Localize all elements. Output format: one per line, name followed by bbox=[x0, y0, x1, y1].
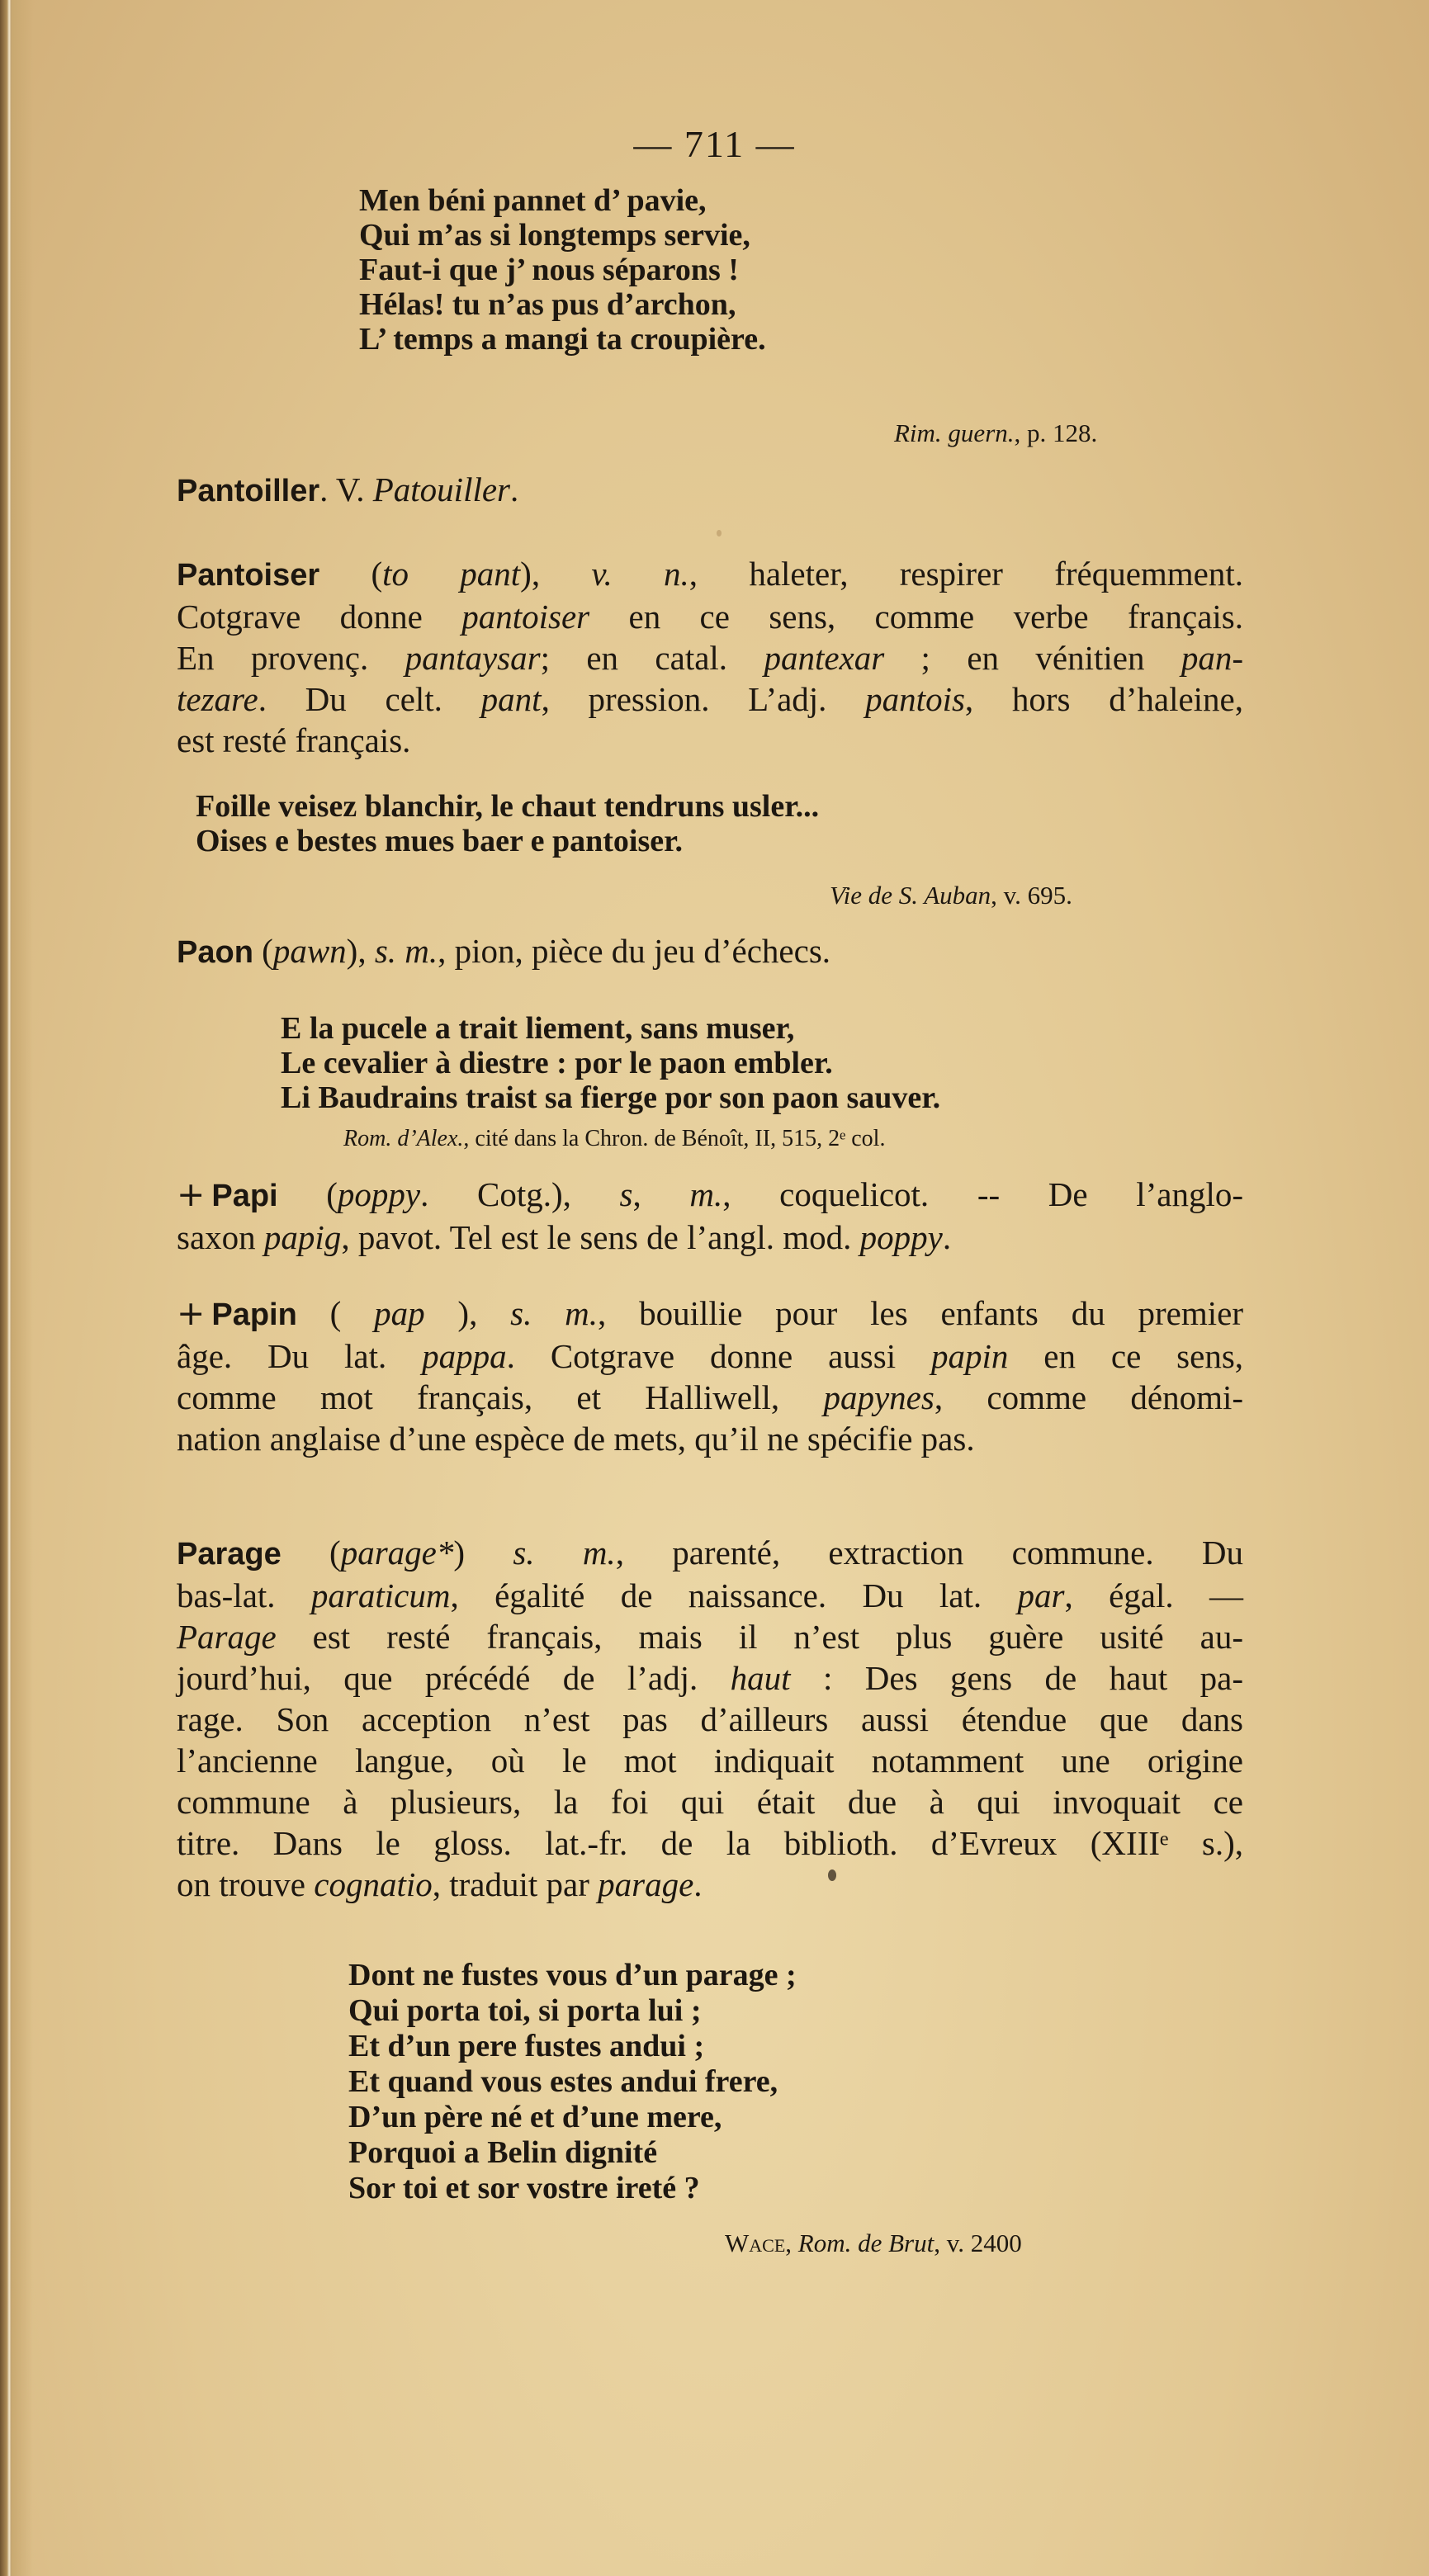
verse-line: Qui m’as si longtemps servie, bbox=[359, 218, 750, 253]
verse-line: Faut-i que j’ nous séparons ! bbox=[359, 253, 739, 287]
cross-reference: . V. Patouiller. bbox=[319, 470, 519, 508]
verse-line: Qui porta toi, si porta lui ; bbox=[348, 1993, 702, 2028]
definition-line: commune à plusieurs, la foi qui était due à qui invoquait ce bbox=[177, 1783, 1243, 1821]
verse-line: D’un père né et d’une mere, bbox=[348, 2100, 722, 2134]
definition-line: jourd’hui, que précédé de l’adj. haut : Des gens de haut pa- bbox=[177, 1659, 1244, 1697]
verse-line: L’ temps a mangi ta croupière. bbox=[359, 322, 766, 357]
citation-title: Rom. d’Alex. bbox=[343, 1126, 464, 1151]
citation-title: Vie de S. Auban bbox=[830, 881, 991, 910]
verse-line: E la pucele a trait liement, sans muser, bbox=[281, 1011, 795, 1046]
ink-blot bbox=[828, 1869, 836, 1881]
headword: Paon bbox=[177, 935, 253, 970]
verse-line: Dont ne fustes vous d’un parage ; bbox=[348, 1958, 797, 1992]
definition-line: comme mot français, et Halliwell, papynes, comme dénomi- bbox=[177, 1378, 1244, 1416]
page-number: — 711 — bbox=[633, 123, 796, 165]
plus-marker-icon: + bbox=[177, 1293, 206, 1333]
citation-ref: , p. 128. bbox=[1014, 418, 1098, 447]
definition-line: tezare. Du celt. pant, pression. L’adj. pantois, hors d’haleine, bbox=[177, 680, 1244, 718]
verse-quotation-wace bbox=[348, 1958, 797, 2206]
plus-marker-icon: + bbox=[177, 1175, 206, 1214]
verse-line: Sor toi et sor vostre ireté ? bbox=[348, 2171, 700, 2205]
entry-parage bbox=[177, 1532, 1243, 1905]
entry-paon bbox=[177, 930, 1243, 973]
verse-line: Men béni pannet d’ pavie, bbox=[359, 183, 707, 218]
verse-quotation-rom-alex bbox=[281, 1011, 940, 1115]
headword: Parage bbox=[177, 1537, 282, 1572]
verse-quotation-vie-s-auban bbox=[196, 789, 819, 858]
definition-line: saxon papig, pavot. Tel est le sens de l’angl. mod. poppy. bbox=[177, 1218, 952, 1256]
citation-ref: , v. 2400 bbox=[934, 2229, 1022, 2257]
definition-line: ( pap ), s. m., bouillie pour les enfants du premier bbox=[296, 1294, 1243, 1332]
verse-line: Le cevalier à diestre : por le paon embler. bbox=[281, 1046, 833, 1080]
citation-vie-s-auban bbox=[830, 875, 1072, 916]
verse-line: Oises e bestes mues baer e pantoiser. bbox=[196, 824, 684, 858]
headword: Papi bbox=[211, 1179, 278, 1213]
book-binding-edge bbox=[0, 0, 12, 2576]
definition-line: (to pant), v. n., haleter, respirer fréquemment. bbox=[371, 555, 1244, 593]
headword: Pantoiser bbox=[177, 558, 320, 593]
citation-ref: , v. 695. bbox=[991, 881, 1072, 910]
headword: Pantoiller bbox=[177, 474, 320, 508]
definition-line: rage. Son acception n’est pas d’ailleurs aussi étendue que dans bbox=[177, 1700, 1243, 1738]
definition-line: on trouve cognatio, traduit par parage. bbox=[177, 1865, 703, 1903]
citation-wace: Wace, Rom. de Brut, v. 2400 bbox=[725, 2229, 1022, 2257]
definition-line: nation anglaise d’une espèce de mets, qu’il ne spécifie pas. bbox=[177, 1420, 975, 1458]
verse-line: Et d’un pere fustes andui ; bbox=[348, 2029, 705, 2063]
entry-papin bbox=[177, 1293, 1243, 1459]
definition-line: (poppy. Cotg.), s, m., coquelicot. -- De l’anglo- bbox=[277, 1175, 1243, 1213]
citation-rim-guern bbox=[894, 413, 1097, 454]
citation-title: Rom. de Brut bbox=[797, 2229, 935, 2257]
definition-line: l’ancienne langue, où le mot indiquait notamment une origine bbox=[177, 1742, 1243, 1780]
definition-line: bas-lat. paraticum, égalité de naissance. Du lat. par, égal. — bbox=[177, 1576, 1243, 1614]
citation-title: Rim. guern. bbox=[894, 418, 1015, 447]
verse-line: Et quand vous estes andui frere, bbox=[348, 2064, 778, 2099]
entry-pantoiller bbox=[177, 469, 1243, 512]
definition-line: est resté français. bbox=[177, 721, 411, 759]
entry-pantoiser bbox=[177, 553, 1243, 761]
citation-ref: , cité dans la Chron. de Bénoît, II, 515, 2ᵉ col. bbox=[463, 1126, 886, 1151]
verse-line: Hélas! tu n’as pus d’archon, bbox=[359, 287, 736, 322]
definition-line: âge. Du lat. pappa. Cotgrave donne aussi papin en ce sens, bbox=[177, 1337, 1244, 1375]
definition-line: titre. Dans le gloss. lat.-fr. de la biblioth. d’Evreux (XIIIᵉ s.), bbox=[177, 1824, 1243, 1862]
definition-line: (parage*) s. m., parenté, extraction commune. Du bbox=[281, 1534, 1243, 1572]
definition-line: Parage est resté français, mais il n’est plus guère usité au- bbox=[177, 1618, 1243, 1656]
entry-papi bbox=[177, 1174, 1243, 1258]
definition-line: (pawn), s. m., pion, pièce du jeu d’échecs. bbox=[253, 932, 831, 970]
verse-quotation-rim-guern bbox=[359, 183, 766, 357]
definition-line: En provenç. pantaysar; en catal. pantexar ; en vénitien pan- bbox=[177, 639, 1243, 677]
citation-author: Wace bbox=[725, 2229, 786, 2257]
headword: Papin bbox=[211, 1297, 297, 1332]
verse-line: Li Baudrains traist sa fierge por son paon sauver. bbox=[281, 1080, 941, 1115]
verse-line: Foille veisez blanchir, le chaut tendruns usler... bbox=[196, 789, 820, 824]
paper-speck bbox=[717, 530, 722, 536]
citation-rom-alex bbox=[343, 1118, 885, 1160]
verse-line: Porquoi a Belin dignité bbox=[348, 2135, 658, 2170]
definition-line: Cotgrave donne pantoiser en ce sens, comme verbe français. bbox=[177, 598, 1243, 636]
